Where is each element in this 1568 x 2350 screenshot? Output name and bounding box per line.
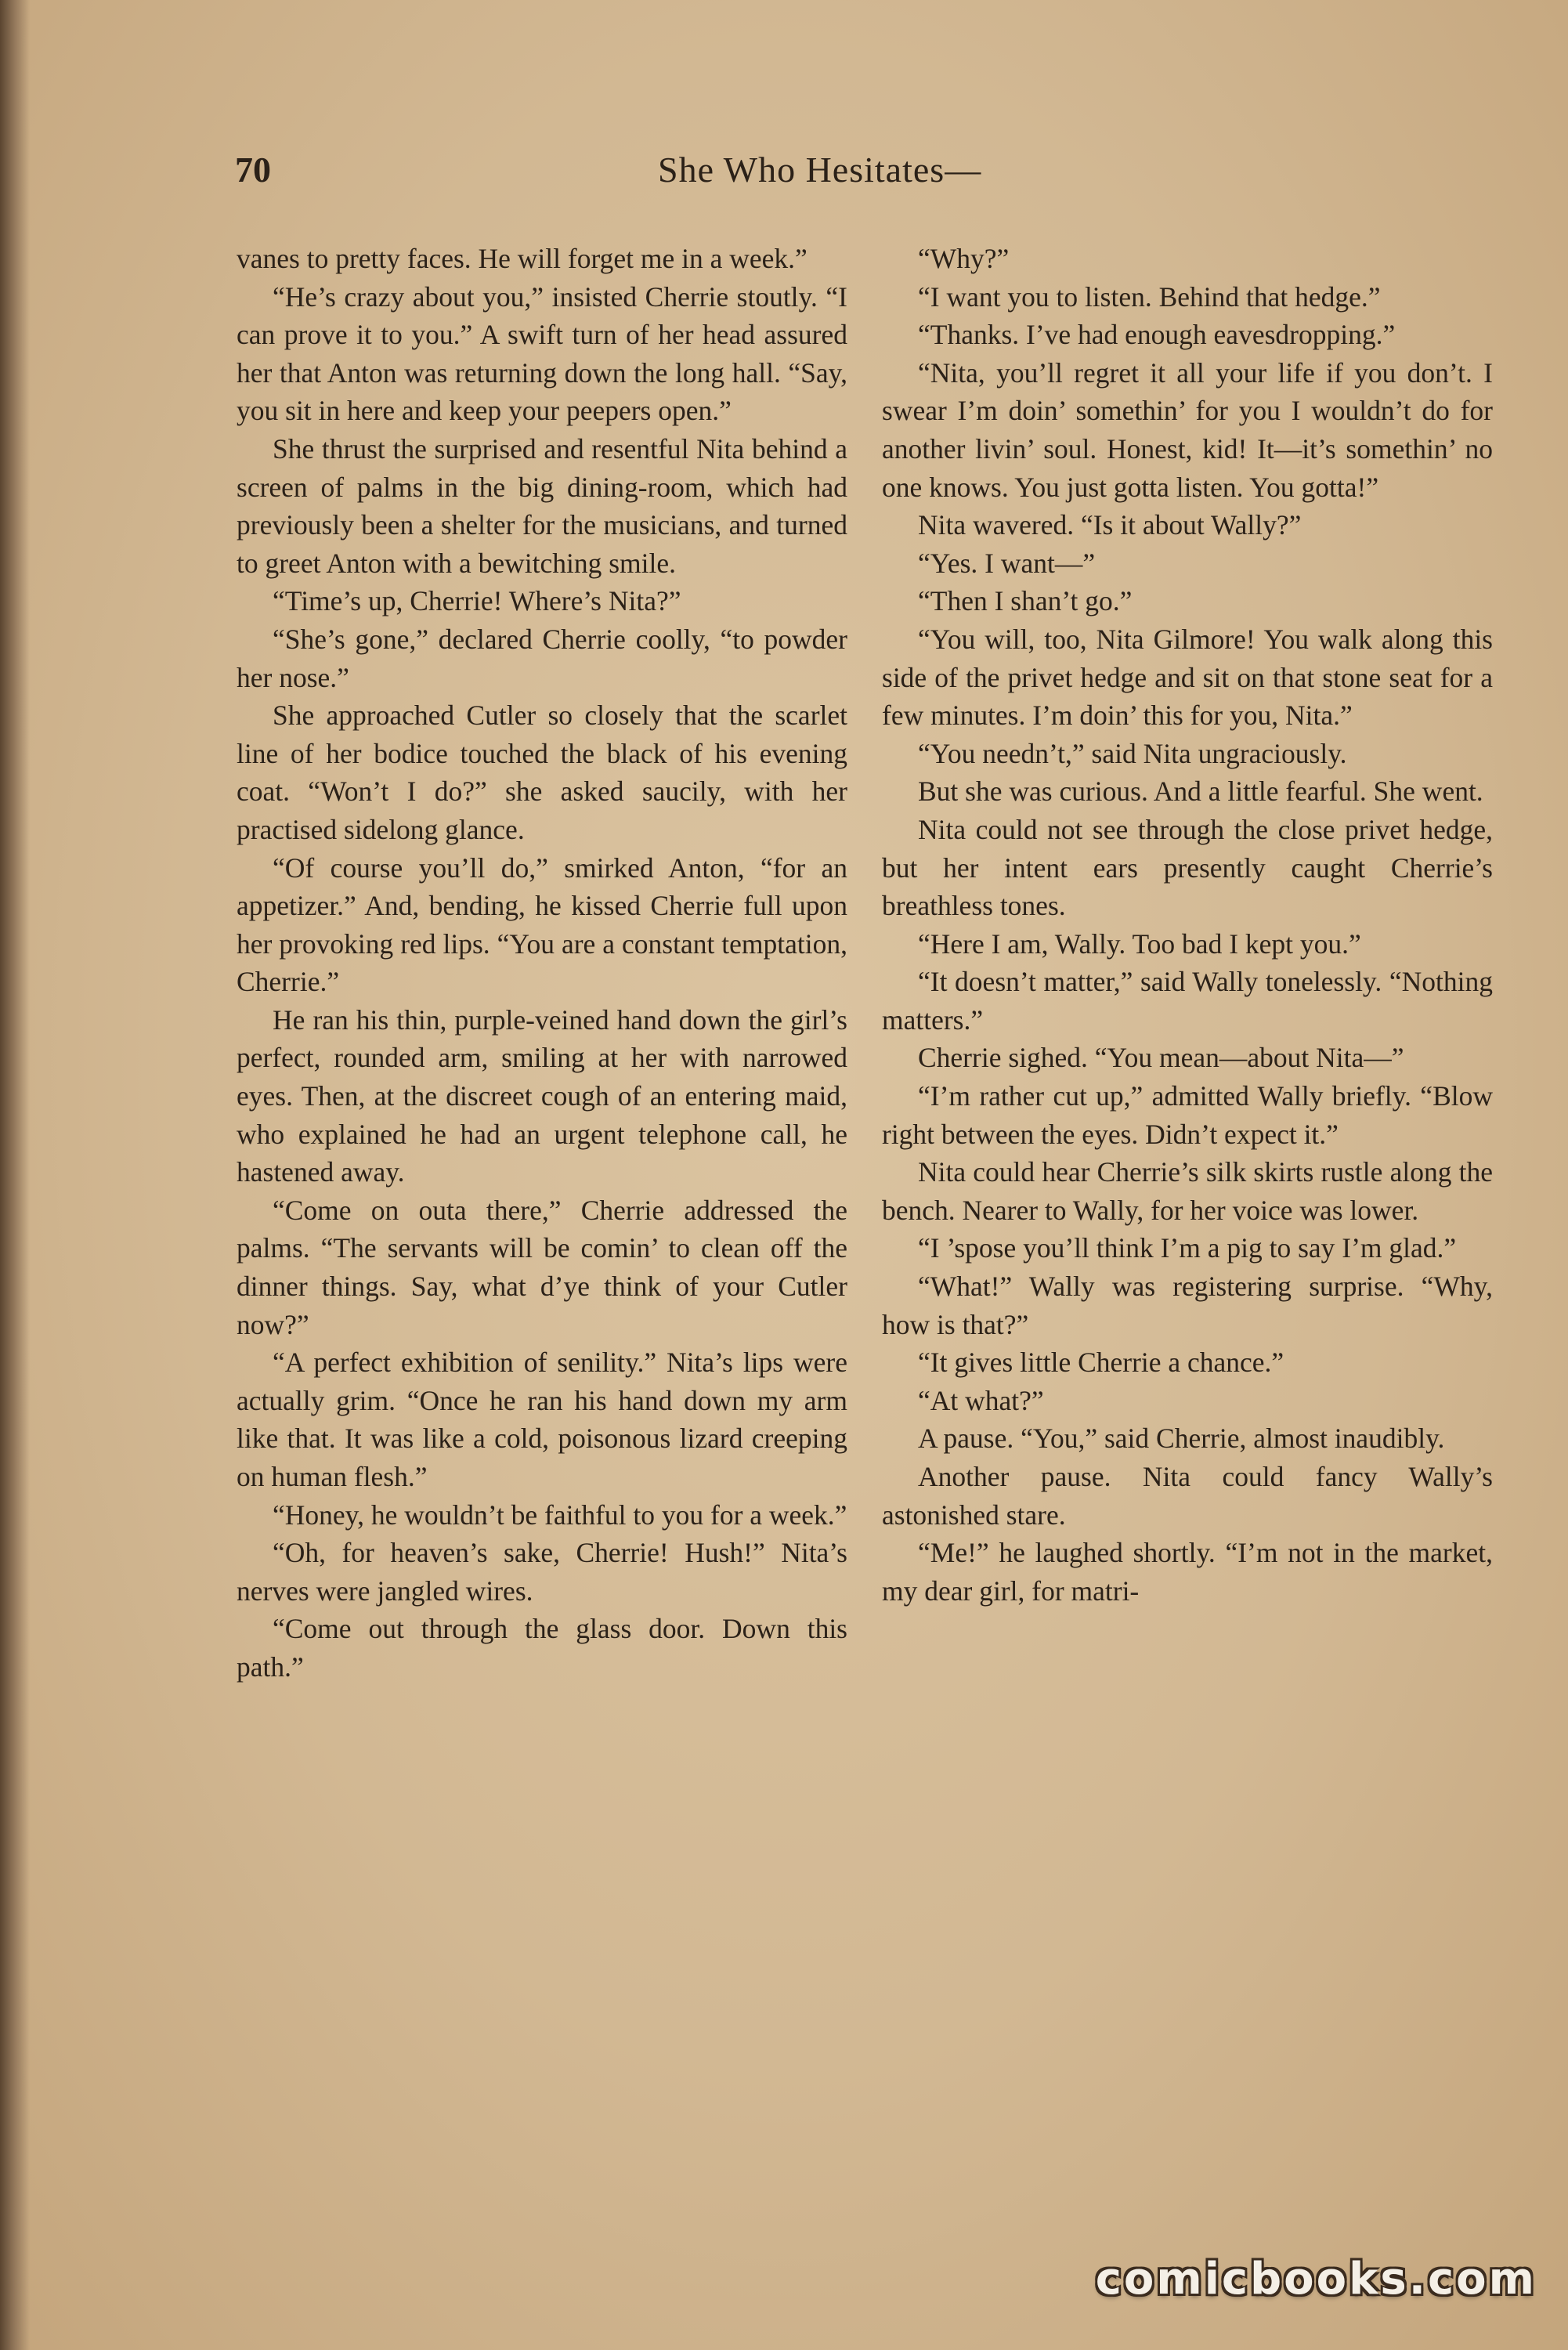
paragraph: But she was curious. And a little fearful. She went.	[918, 776, 1483, 808]
paragraph: Nita could hear Cherrie’s silk skirts rustle along the bench. Nearer to Wally, for her voice was lower.	[882, 1156, 1493, 1226]
paragraph: “Nita, you’ll regret it all your life if you don’t. I swear I’m doin’ somethin’ for you I wouldn’t do for another livin’ soul. Honest, kid! It—it’s somethin’ no one knows. You just gotta listen. You gotta!”	[882, 356, 1493, 503]
paragraph: She thrust the surprised and resentful Nita behind a screen of palms in the big dining-room, which had previously been a shelter for the musicians, and turned to greet Anton with a bewitching smile.	[237, 432, 847, 579]
paragraph: “Why?”	[918, 243, 1010, 274]
paragraph: “I’m rather cut up,” admitted Wally briefly. “Blow right between the eyes. Didn’t expect it.”	[882, 1080, 1493, 1150]
paragraph: “I want you to listen. Behind that hedge.”	[918, 280, 1381, 313]
paragraph: “Of course you’ll do,” smirked Anton, “for an appetizer.” And, bending, he kissed Cherrie full upon her provoking red lips. “You are a constant temptation, Cherrie.”	[237, 851, 847, 998]
paragraph: “It gives little Cherrie a chance.”	[918, 1347, 1284, 1379]
paragraph: “Then I shan’t go.”	[918, 585, 1133, 617]
paragraph: Cherrie sighed. “You mean—about Nita—”	[918, 1042, 1404, 1074]
paragraph: “A perfect exhibition of senility.” Nita’s lips were actually grim. “Once he ran his hand down my arm like that. It was like a cold, poisonous lizard creeping on human flesh.”	[237, 1347, 847, 1492]
paragraph: “Thanks. I’ve had enough eavesdropping.”	[918, 319, 1396, 351]
paragraph: “Yes. I want—”	[918, 547, 1096, 579]
paragraph: “Me!” he laughed shortly. “I’m not in the market, my dear girl, for matri-	[882, 1537, 1493, 1607]
paragraph: “She’s gone,” declared Cherrie coolly, “to powder her nose.”	[237, 623, 847, 693]
paragraph: He ran his thin, purple-veined hand down the girl’s perfect, rounded arm, smiling at her with narrowed eyes. Then, at the discreet cough of an entering maid, who explained he had an urgent telephone call, he hastened away.	[237, 1003, 847, 1188]
paragraph: “At what?”	[918, 1384, 1044, 1416]
paragraph: “Time’s up, Cherrie! Where’s Nita?”	[273, 585, 681, 617]
paragraph: “Oh, for heaven’s sake, Cherrie! Hush!” Nita’s nerves were jangled wires.	[237, 1537, 847, 1607]
page-header	[235, 149, 1488, 212]
running-title: She Who Hesitates—	[658, 150, 982, 190]
paragraph: “You needn’t,” said Nita ungraciously.	[918, 737, 1347, 769]
page-number: 70	[235, 150, 271, 190]
paragraph: Another pause. Nita could fancy Wally’s astonished stare.	[882, 1461, 1493, 1531]
paragraph: “What!” Wally was registering surprise. “Why, how is that?”	[882, 1271, 1493, 1340]
paragraph: “You will, too, Nita Gilmore! You walk along this side of the privet hedge and sit on that stone seat for a few minutes. I’m doin’ this for you, Nita.”	[882, 623, 1493, 732]
page-spine-shadow	[0, 0, 30, 2350]
paragraph: “Come out through the glass door. Down this path.”	[237, 1613, 847, 1683]
paragraph: She approached Cutler so closely that the scarlet line of her bodice touched the black of his evening coat. “Won’t I do?” she asked saucily, with her practised sidelong glance.	[237, 700, 847, 845]
right-text-column	[882, 240, 1493, 1610]
paragraph: Nita wavered. “Is it about Wally?”	[918, 509, 1302, 541]
paragraph: “He’s crazy about you,” insisted Cherrie stoutly. “I can prove it to you.” A swift turn of her head assured her that Anton was returning down the long hall. “Say, you sit in here and keep your peepers open.”	[237, 280, 847, 427]
paragraph: “It doesn’t matter,” said Wally tonelessly. “Nothing matters.”	[882, 966, 1493, 1036]
paragraph: “Honey, he wouldn’t be faithful to you for a week.”	[273, 1499, 847, 1531]
watermark-logo: comicbooks.com	[1095, 2254, 1537, 2305]
paragraph: Nita could not see through the close privet hedge, but her intent ears presently caught Cherrie’s breathless tones.	[882, 813, 1493, 922]
paragraph: “Here I am, Wally. Too bad I kept you.”	[918, 927, 1361, 960]
paragraph: A pause. “You,” said Cherrie, almost inaudibly.	[918, 1423, 1445, 1455]
left-text-column	[237, 240, 847, 1687]
paragraph: “Come on outa there,” Cherrie addressed the palms. “The servants will be comin’ to clean off the dinner things. Say, what d’ye think of your Cutler now?”	[237, 1194, 847, 1340]
paragraph: “I ’spose you’ll think I’m a pig to say I’m glad.”	[918, 1232, 1457, 1264]
paragraph: vanes to pretty faces. He will forget me in a week.”	[237, 243, 807, 274]
